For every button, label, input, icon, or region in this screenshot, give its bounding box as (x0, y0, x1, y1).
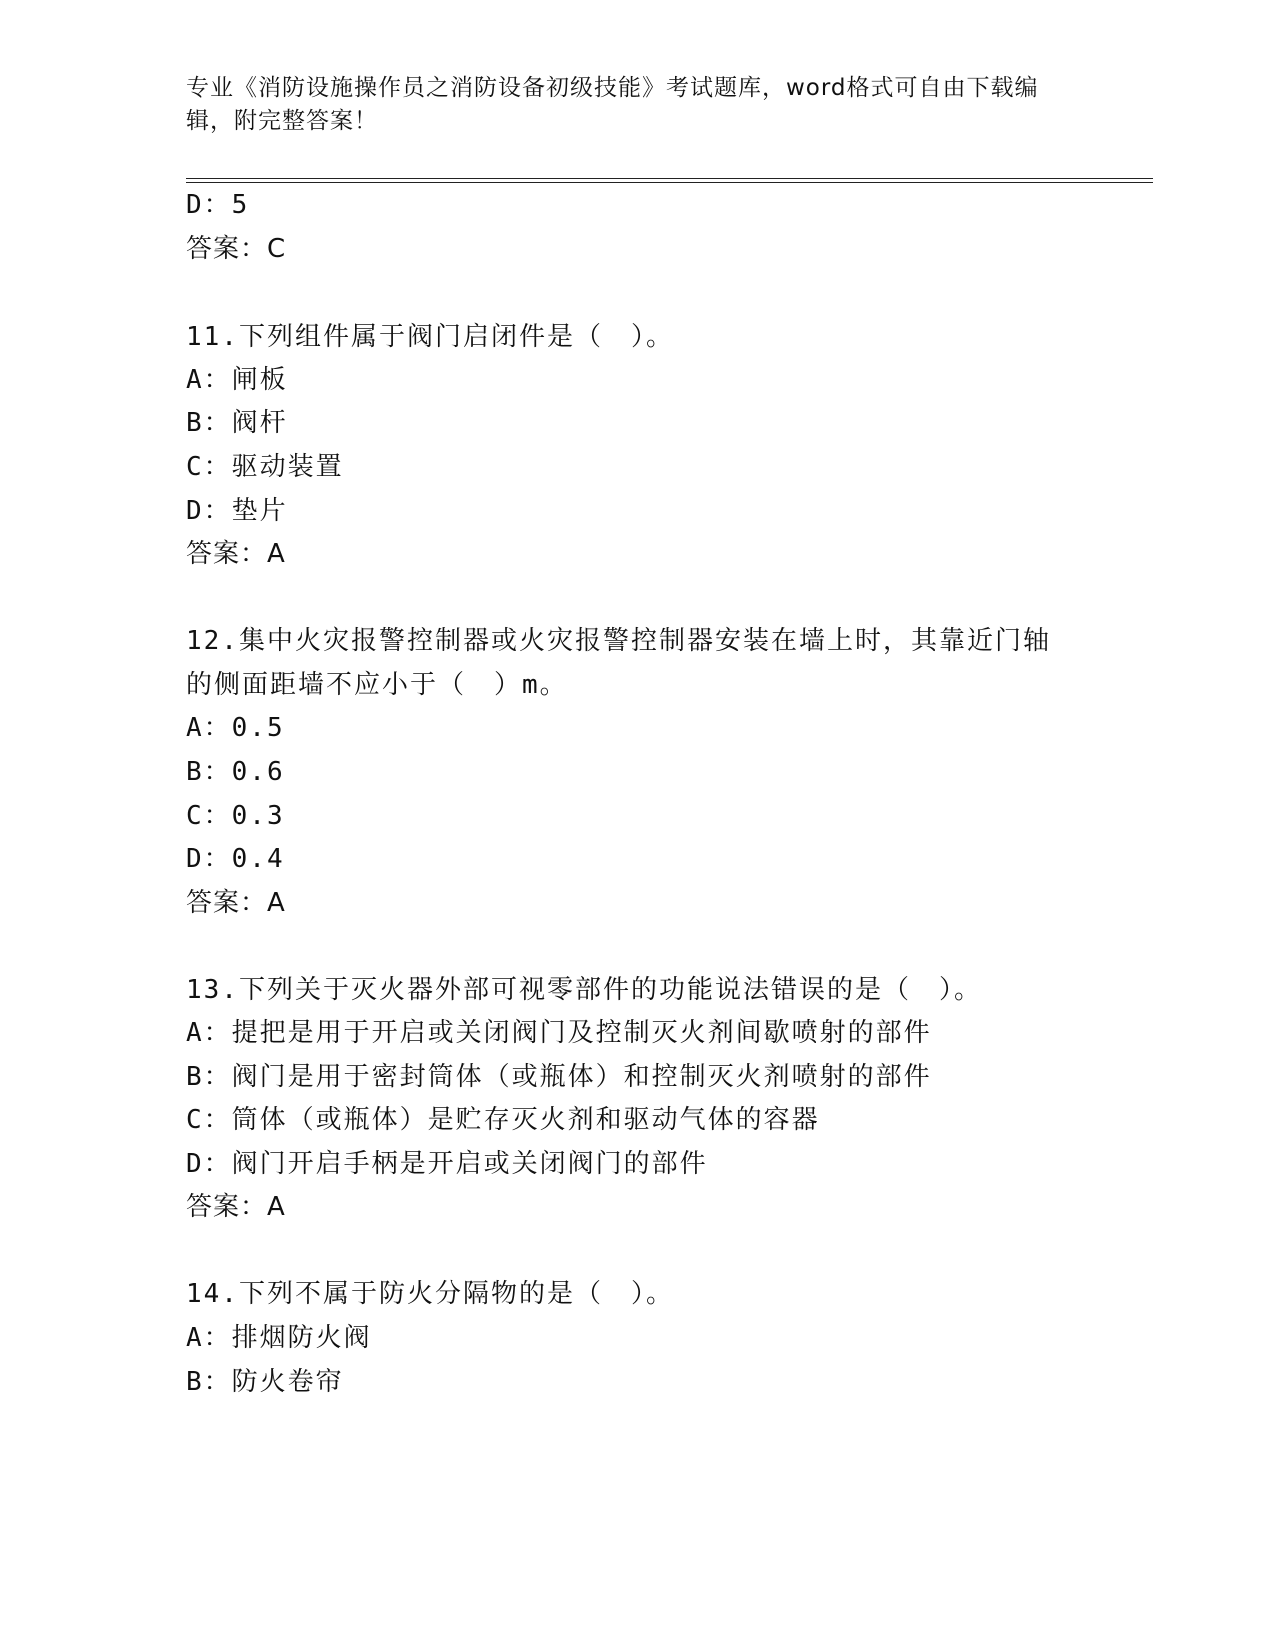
question-12-stem-line-2: 的侧面距墙不应小于（ ）m。 (186, 670, 568, 700)
option-d-continued: D：5 (186, 190, 250, 220)
header-rule-bottom (186, 182, 1153, 183)
answer-continued: 答案：C (186, 234, 287, 264)
question-13-option-b: B：阀门是用于密封筒体（或瓶体）和控制灭火剂喷射的部件 (186, 1062, 932, 1092)
question-13-option-a: A：提把是用于开启或关闭阀门及控制灭火剂间歇喷射的部件 (186, 1018, 932, 1048)
question-14-option-a: A：排烟防火阀 (186, 1323, 372, 1353)
header-rule-top (186, 178, 1153, 179)
question-11-answer: 答案：A (186, 539, 286, 569)
question-13-option-c: C：筒体（或瓶体）是贮存灭火剂和驱动气体的容器 (186, 1105, 820, 1135)
question-13-stem: 13.下列关于灭火器外部可视零部件的功能说法错误的是（ ）。 (186, 975, 982, 1005)
question-11-option-c: C：驱动装置 (186, 452, 344, 482)
question-11-option-a: A：闸板 (186, 365, 288, 395)
question-12-answer: 答案：A (186, 888, 286, 918)
question-14-option-b: B：防火卷帘 (186, 1367, 344, 1397)
question-11-option-d: D：垫片 (186, 496, 288, 526)
question-12-option-b: B：0.6 (186, 757, 285, 787)
question-12-option-d: D：0.4 (186, 844, 285, 874)
question-12-stem-line-1: 12.集中火灾报警控制器或火灾报警控制器安装在墙上时，其靠近门轴 (186, 626, 1051, 656)
question-13-option-d: D：阀门开启手柄是开启或关闭阀门的部件 (186, 1149, 708, 1179)
header-text: 专业《消防设施操作员之消防设备初级技能》考试题库，word格式可自由下载编辑，附完整答案！ (186, 75, 1039, 134)
question-13-answer: 答案：A (186, 1192, 286, 1222)
page-header (186, 72, 1086, 138)
question-11-option-b: B：阀杆 (186, 408, 288, 438)
question-12-option-c: C：0.3 (186, 801, 285, 831)
question-14-stem: 14.下列不属于防火分隔物的是（ ）。 (186, 1279, 674, 1309)
question-12-option-a: A：0.5 (186, 713, 285, 743)
question-11-stem: 11.下列组件属于阀门启闭件是（ ）。 (186, 322, 674, 352)
